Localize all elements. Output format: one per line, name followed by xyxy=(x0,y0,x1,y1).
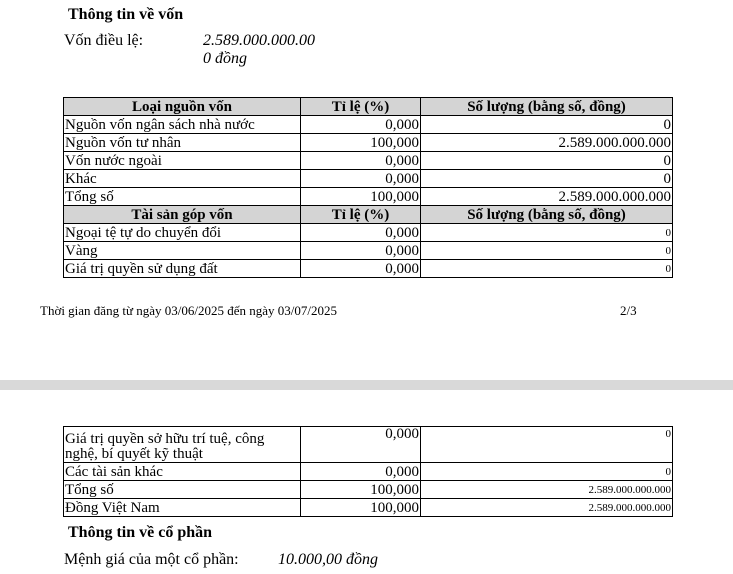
par-value: 10.000,00 đồng xyxy=(278,551,378,568)
table-cell: 0,000 xyxy=(301,463,421,481)
document-page-3 xyxy=(0,416,733,574)
table-row xyxy=(64,224,673,242)
table-cell: 0 xyxy=(421,116,673,134)
page-gap-bar xyxy=(0,380,733,390)
table-cell: Nguồn vốn tư nhân xyxy=(64,134,301,152)
table-cell: 0,000 xyxy=(301,152,421,170)
table-header-row xyxy=(64,98,673,116)
column-header: Số lượng (bằng số, đồng) xyxy=(421,206,673,224)
table-row xyxy=(64,116,673,134)
table-row xyxy=(64,134,673,152)
table-cell: Nguồn vốn ngân sách nhà nước xyxy=(64,116,301,134)
registration-period: Thời gian đăng từ ngày 03/06/2025 đến ngày 03/07/2025 xyxy=(40,303,337,318)
table-cell: Khác xyxy=(64,170,301,188)
capital-sources-table xyxy=(63,97,673,278)
capital-section-title: Thông tin về vốn xyxy=(68,6,184,23)
column-header: Tỉ lệ (%) xyxy=(301,206,421,224)
table-cell: Vàng xyxy=(64,242,301,260)
table-cell: 0,000 xyxy=(301,224,421,242)
table-cell: Các tài sản khác xyxy=(64,463,301,481)
table-cell: 100,000 xyxy=(301,188,421,206)
table-cell: 0 xyxy=(421,224,673,242)
table-cell: 0 xyxy=(421,242,673,260)
table-row xyxy=(64,152,673,170)
table-cell: 2.589.000.000.000 xyxy=(421,188,673,206)
table-row xyxy=(64,260,673,278)
table-cell: 0 xyxy=(421,427,673,463)
table-cell: 0 xyxy=(421,260,673,278)
table-cell: Tổng số xyxy=(64,188,301,206)
column-header: Số lượng (bằng số, đồng) xyxy=(421,98,673,116)
table-cell: Giá trị quyền sử dụng đất xyxy=(64,260,301,278)
table-cell: 0,000 xyxy=(301,242,421,260)
table-cell: 2.589.000.000.000 xyxy=(421,499,673,517)
table-row xyxy=(64,499,673,517)
table-cell: 0 xyxy=(421,170,673,188)
table-row xyxy=(64,170,673,188)
table-cell: 0,000 xyxy=(301,170,421,188)
par-value-label: Mệnh giá của một cổ phần: xyxy=(64,551,239,568)
table-row xyxy=(64,188,673,206)
table-cell: 0,000 xyxy=(301,260,421,278)
table-row xyxy=(64,463,673,481)
table-cell: Vốn nước ngoài xyxy=(64,152,301,170)
page-separator xyxy=(0,378,733,416)
table-row xyxy=(64,427,673,463)
assets-table-continued xyxy=(63,426,673,517)
column-header: Tài sản góp vốn xyxy=(64,206,301,224)
table-cell: 2.589.000.000.000 xyxy=(421,134,673,152)
charter-capital-value-words: 0 đồng xyxy=(203,50,247,67)
table-header-row xyxy=(64,206,673,224)
table-cell: 100,000 xyxy=(301,134,421,152)
table-cell: Ngoại tệ tự do chuyển đổi xyxy=(64,224,301,242)
table-cell: Giá trị quyền sở hữu trí tuệ, công nghệ, bí quyết kỹ thuật xyxy=(64,427,301,463)
page-number: 2/3 xyxy=(620,303,637,318)
column-header: Loại nguồn vốn xyxy=(64,98,301,116)
charter-capital-label: Vốn điều lệ: xyxy=(64,32,144,49)
charter-capital-value: 2.589.000.000.00 xyxy=(203,32,315,49)
table-cell: 100,000 xyxy=(301,499,421,517)
table-cell: Đồng Việt Nam xyxy=(64,499,301,517)
shares-section-title: Thông tin về cổ phần xyxy=(68,524,213,541)
table-cell: 0,000 xyxy=(301,427,421,463)
table-cell: Tổng số xyxy=(64,481,301,499)
table-cell: 0,000 xyxy=(301,116,421,134)
column-header: Tỉ lệ (%) xyxy=(301,98,421,116)
table-cell: 0 xyxy=(421,463,673,481)
table-cell: 100,000 xyxy=(301,481,421,499)
table-row xyxy=(64,481,673,499)
table-cell: 2.589.000.000.000 xyxy=(421,481,673,499)
table-cell: 0 xyxy=(421,152,673,170)
table-row xyxy=(64,242,673,260)
